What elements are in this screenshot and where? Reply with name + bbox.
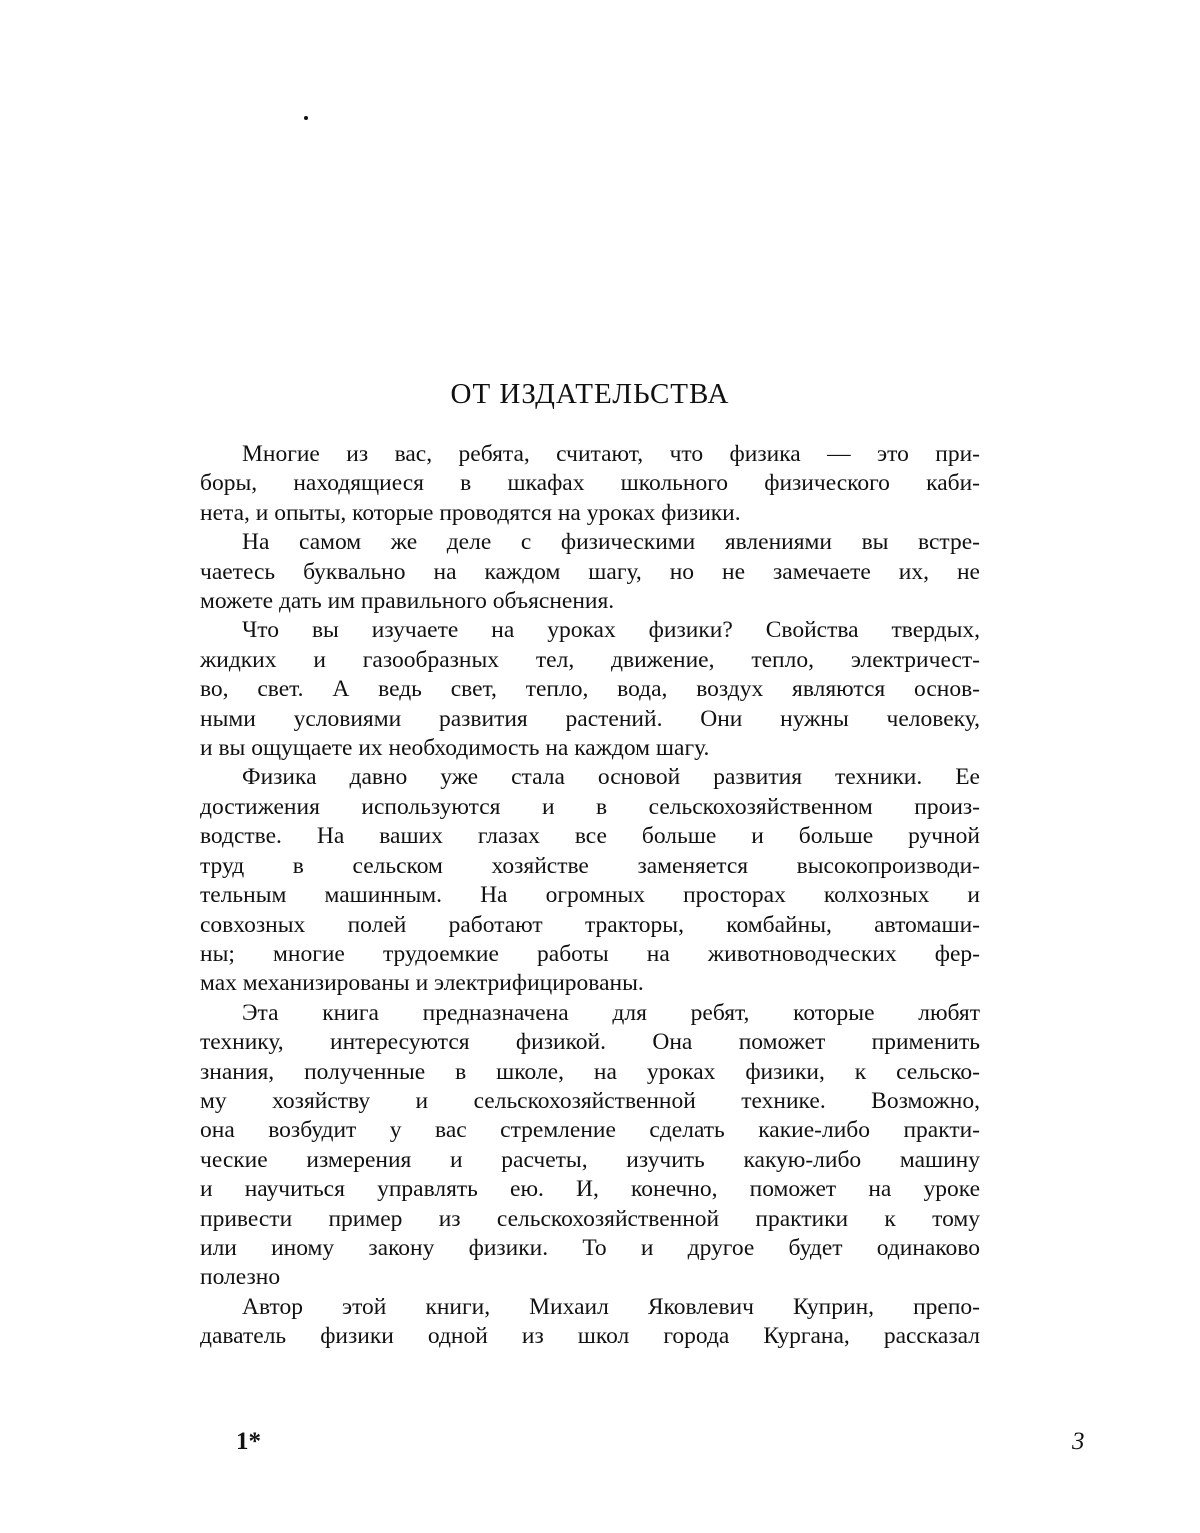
text-line: ческие измерения и расчеты, изучить какую-либо машину <box>200 1146 980 1173</box>
page-number: 3 <box>1072 1428 1085 1455</box>
text-line: Физика давно уже стала основой развития техники. Ее <box>242 764 980 791</box>
text-line: даватель физики одной из школ города Кургана, рассказал <box>200 1323 980 1350</box>
text-line: она возбудит у вас стремление сделать какие-либо практи- <box>200 1117 980 1144</box>
text-line: нета, и опыты, которые проводятся на уроках физики. <box>200 499 741 526</box>
text-line: полезно <box>200 1264 281 1291</box>
text-line: водстве. На ваших глазах все больше и больше ручной <box>200 823 980 850</box>
stray-dot <box>304 116 308 120</box>
text-line: во, свет. А ведь свет, тепло, вода, воздух являются основ- <box>200 676 980 703</box>
text-line: знания, полученные в школе, на уроках физики, к сельско- <box>200 1058 980 1085</box>
text-line: совхозных полей работают тракторы, комбайны, автомаши- <box>200 911 980 938</box>
text-line: Что вы изучаете на уроках физики? Свойства твердых, <box>242 617 980 644</box>
text-line: труд в сельском хозяйстве заменяется высокопроизводи- <box>200 852 980 879</box>
text-line: или иному закону физики. То и другое будет одинаково <box>200 1234 980 1261</box>
text-line: мах механизированы и электрифицированы. <box>200 970 644 997</box>
text-line: привести пример из сельскохозяйственной практики к тому <box>200 1205 980 1232</box>
text-line: ны; многие трудоемкие работы на животноводческих фер- <box>200 940 980 967</box>
paragraph <box>200 528 980 616</box>
text-line: чаетесь буквально на каждом шагу, но не замечаете их, не <box>200 558 980 585</box>
text-line: му хозяйству и сельскохозяйственной технике. Возможно, <box>200 1087 980 1114</box>
text-line: жидких и газообразных тел, движение, тепло, электричест- <box>200 646 980 673</box>
text-line: Автор этой книги, Михаил Яковлевич Куприн, препо- <box>242 1293 980 1320</box>
text-line: тельным машинным. На огромных просторах колхозных и <box>200 882 980 909</box>
signature-mark: 1* <box>236 1428 261 1455</box>
text-line: можете дать им правильного объяснения. <box>200 588 615 615</box>
text-line: технику, интересуются физикой. Она поможет применить <box>200 1029 980 1056</box>
text-line: ными условиями развития растений. Они нужны человеку, <box>200 705 980 732</box>
text-line: боры, находящиеся в шкафах школьного физического каби- <box>200 470 980 497</box>
paragraph <box>200 616 980 763</box>
text-line: Многие из вас, ребята, считают, что физика — это при- <box>242 441 980 467</box>
body-text <box>200 440 980 1352</box>
text-line: и вы ощущаете их необходимость на каждом шагу. <box>200 735 710 762</box>
paragraph <box>200 1293 980 1352</box>
text-line: Эта книга предназначена для ребят, которые любят <box>242 999 980 1026</box>
text-line: и научиться управлять ею. И, конечно, поможет на уроке <box>200 1176 980 1203</box>
paragraph <box>200 763 980 998</box>
text-line: достижения используются и в сельскохозяйственном произ- <box>200 793 980 820</box>
text-line: На самом же деле с физическими явлениями вы встре- <box>242 529 980 556</box>
paragraph <box>200 440 980 528</box>
page-title: ОТ ИЗДАТЕЛЬСТВА <box>450 378 730 410</box>
paragraph <box>200 999 980 1293</box>
